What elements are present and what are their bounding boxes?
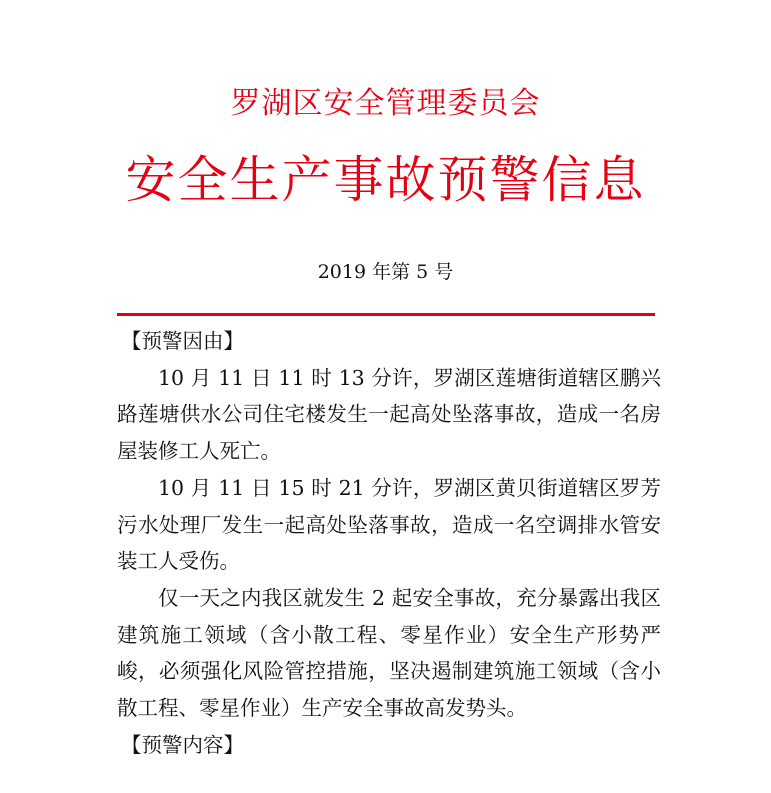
paragraph-summary: 仅一天之内我区就发生 2 起安全事故，充分暴露出我区建筑施工领域（含小散工程、零星作业）安全生产形势严峻，必须强化风险管控措施，坚决遏制建筑施工领域（含小散工程、零星作业）生产安全事故高发势头。 [117, 585, 661, 721]
issuing-organization: 罗湖区安全管理委员会 [230, 86, 541, 121]
issue-number: 2019 年第 5 号 [317, 261, 454, 283]
section-heading-reason: 【预警因由】 [121, 329, 244, 353]
red-divider-line [117, 313, 655, 316]
document-body [117, 323, 661, 763]
paragraph-incident-1: 10 月 11 日 11 时 13 分许，罗湖区莲塘街道辖区鹏兴路莲塘供水公司住宅楼发生一起高处坠落事故，造成一名房屋装修工人死亡。 [117, 365, 661, 464]
paragraph-incident-2: 10 月 11 日 15 时 21 分许，罗湖区黄贝街道辖区罗芳污水处理厂发生一起高处坠落事故，造成一名空调排水管安装工人受伤。 [117, 475, 661, 574]
document-title: 安全生产事故预警信息 [125, 151, 646, 209]
section-heading-content: 【预警内容】 [121, 732, 244, 757]
